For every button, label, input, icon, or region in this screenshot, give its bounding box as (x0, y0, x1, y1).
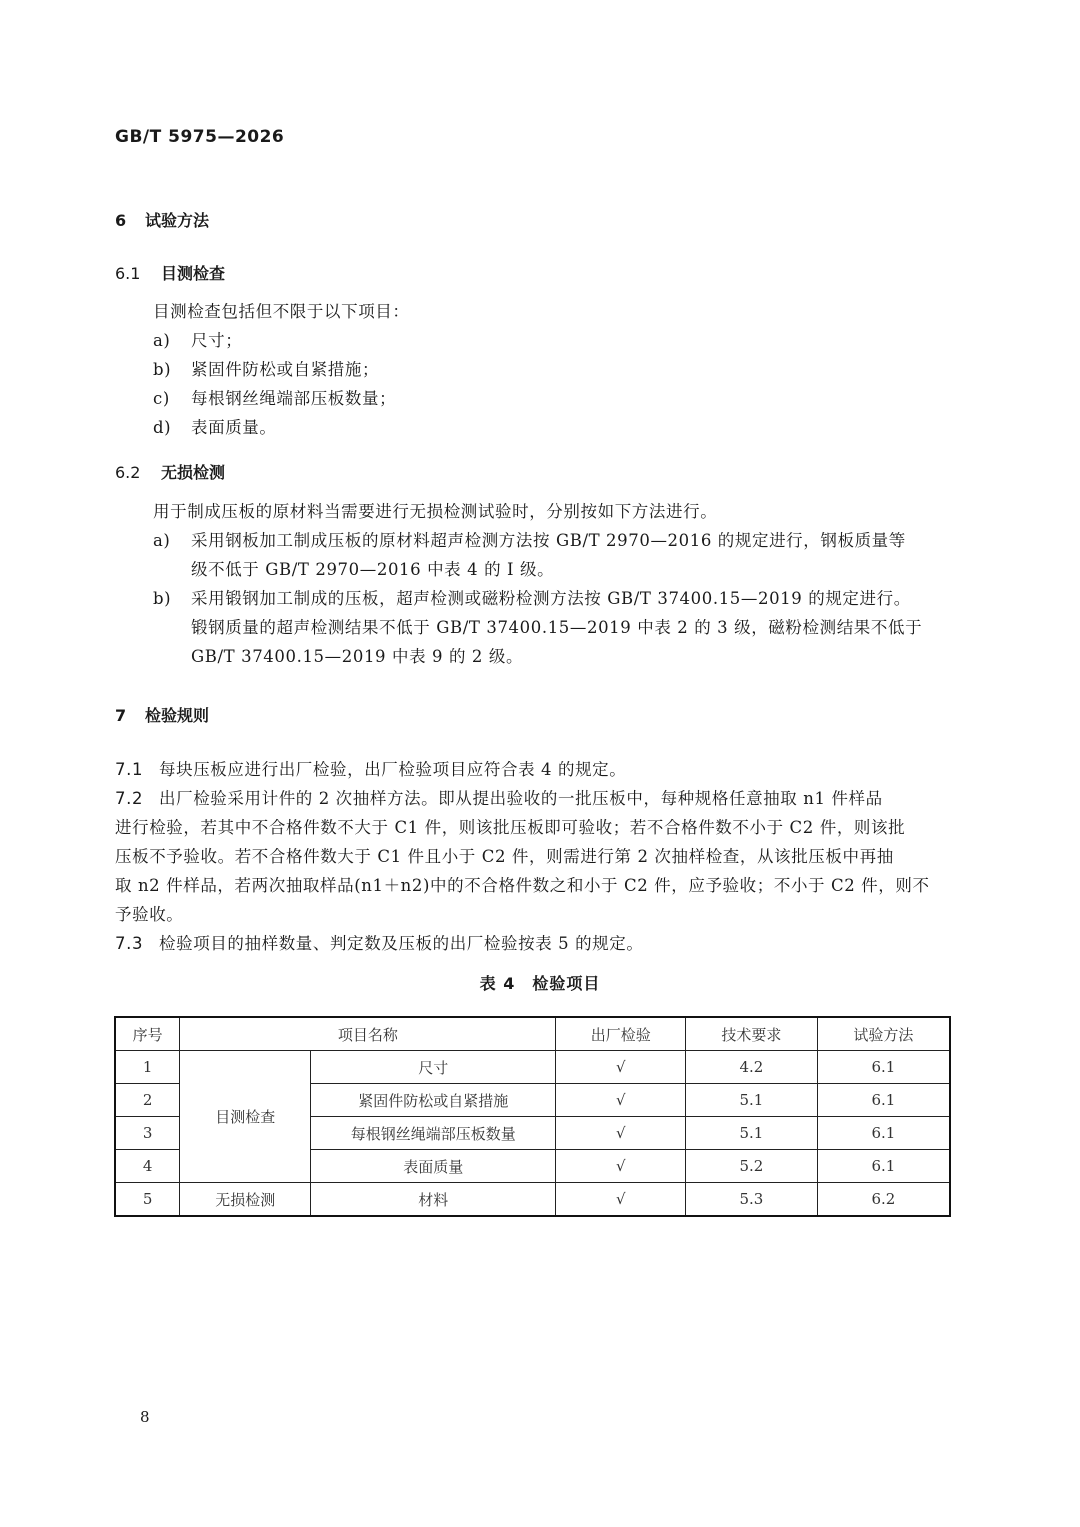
section-6-2-heading (115, 460, 225, 483)
table-row (115, 1051, 950, 1084)
list-label: a) (153, 331, 171, 350)
cell-seq: 1 (115, 1051, 180, 1084)
clause-7-3 (115, 929, 930, 958)
clause-7-2 (115, 784, 930, 813)
section-6-1-body (153, 297, 410, 442)
cell-check: √ (556, 1051, 686, 1084)
list-text: 每根钢丝绳端部压板数量； (191, 389, 397, 408)
cell-seq: 3 (115, 1117, 180, 1150)
cell-seq: 5 (115, 1183, 180, 1217)
clause-text-continued: 取 n2 件样品，若两次抽取样品(n1＋n2)中的不合格件数之和小于 C2 件，应予验收；不小于 C2 件，则不 (115, 876, 930, 895)
section-7-body (115, 755, 930, 958)
clause-number: 7.3 (115, 934, 144, 953)
cell-req: 4.2 (686, 1051, 818, 1084)
cell-check: √ (556, 1117, 686, 1150)
section-6-2-body (153, 497, 922, 671)
list-item (153, 526, 922, 555)
list-item (153, 355, 410, 384)
cell-seq: 4 (115, 1150, 180, 1183)
standard-code: GB/T 5975—2026 (115, 127, 285, 147)
cell-method: 6.1 (817, 1051, 950, 1084)
list-item (153, 584, 922, 613)
header-seq: 序号 (115, 1017, 180, 1051)
cell-req: 5.1 (686, 1117, 818, 1150)
clause-7-1 (115, 755, 930, 784)
section-title: 目测检查 (161, 264, 226, 283)
section-6-1-heading (115, 261, 225, 284)
cell-item: 每根钢丝绳端部压板数量 (311, 1117, 556, 1150)
cell-check: √ (556, 1183, 686, 1217)
section-7-heading (115, 703, 209, 726)
cell-group-ndt: 无损检测 (180, 1183, 311, 1217)
list-label: b) (153, 589, 172, 608)
table-header-row (115, 1017, 950, 1051)
cell-check: √ (556, 1150, 686, 1183)
list-label: a) (153, 531, 171, 550)
header-item-name: 项目名称 (180, 1017, 556, 1051)
cell-method: 6.1 (817, 1150, 950, 1183)
clause-text-continued: 予验收。 (115, 905, 184, 924)
cell-req: 5.1 (686, 1084, 818, 1117)
list-label: d) (153, 418, 172, 437)
cell-item: 尺寸 (311, 1051, 556, 1084)
list-text-continued: GB/T 37400.15—2019 中表 9 的 2 级。 (191, 647, 524, 666)
section-number: 7 (115, 706, 127, 725)
cell-item: 紧固件防松或自紧措施 (311, 1084, 556, 1117)
header-test-method: 试验方法 (817, 1017, 950, 1051)
page-number: 8 (140, 1408, 150, 1426)
list-item (153, 384, 410, 413)
section-title: 试验方法 (145, 211, 210, 230)
cell-req: 5.2 (686, 1150, 818, 1183)
cell-item: 表面质量 (311, 1150, 556, 1183)
clause-text: 出厂检验采用计件的 2 次抽样方法。即从提出验收的一批压板中，每种规格任意抽取 n1 件样品 (159, 789, 883, 808)
table-title: 表 4 检验项目 (479, 974, 601, 993)
paragraph: 目测检查包括但不限于以下项目： (153, 302, 410, 321)
section-number: 6.2 (115, 463, 141, 482)
table-row (115, 1183, 950, 1217)
cell-method: 6.2 (817, 1183, 950, 1217)
list-text: 尺寸； (191, 331, 243, 350)
list-text: 采用钢板加工制成压板的原材料超声检测方法按 GB/T 2970—2016 的规定进行，钢板质量等 (191, 531, 906, 550)
list-label: b) (153, 360, 172, 379)
list-text: 紧固件防松或自紧措施； (191, 360, 380, 379)
clause-number: 7.2 (115, 789, 144, 808)
cell-req: 5.3 (686, 1183, 818, 1217)
list-label: c) (153, 389, 170, 408)
cell-item: 材料 (311, 1183, 556, 1217)
section-6-heading (115, 208, 209, 231)
header-technical-requirement: 技术要求 (686, 1017, 818, 1051)
clause-number: 7.1 (115, 760, 144, 779)
cell-group-visual: 目测检查 (180, 1051, 311, 1183)
section-title: 检验规则 (145, 706, 210, 725)
clause-text-continued: 压板不予验收。若不合格件数大于 C1 件且小于 C2 件，则需进行第 2 次抽样检查，从该批压板中再抽 (115, 847, 894, 866)
cell-method: 6.1 (817, 1117, 950, 1150)
list-item (153, 326, 410, 355)
cell-method: 6.1 (817, 1084, 950, 1117)
list-item (153, 413, 410, 442)
clause-text-continued: 进行检验，若其中不合格件数不大于 C1 件，则该批压板即可验收；若不合格件数不小于 C2 件，则该批 (115, 818, 906, 837)
clause-text: 检验项目的抽样数量、判定数及压板的出厂检验按表 5 的规定。 (159, 934, 644, 953)
list-text-continued: 级不低于 GB/T 2970—2016 中表 4 的 Ⅰ 级。 (191, 560, 555, 579)
section-number: 6 (115, 211, 127, 230)
list-text: 表面质量。 (191, 418, 277, 437)
cell-check: √ (556, 1084, 686, 1117)
list-text-continued: 锻钢质量的超声检测结果不低于 GB/T 37400.15—2019 中表 2 的 3 级，磁粉检测结果不低于 (191, 618, 923, 637)
list-text: 采用锻钢加工制成的压板，超声检测或磁粉检测方法按 GB/T 37400.15—2019 的规定进行。 (191, 589, 911, 608)
inspection-items-table (114, 1016, 951, 1217)
section-title: 无损检测 (161, 463, 226, 482)
header-factory-inspection: 出厂检验 (556, 1017, 686, 1051)
section-number: 6.1 (115, 264, 141, 283)
cell-seq: 2 (115, 1084, 180, 1117)
paragraph: 用于制成压板的原材料当需要进行无损检测试验时，分别按如下方法进行。 (153, 502, 718, 521)
clause-text: 每块压板应进行出厂检验，出厂检验项目应符合表 4 的规定。 (159, 760, 627, 779)
